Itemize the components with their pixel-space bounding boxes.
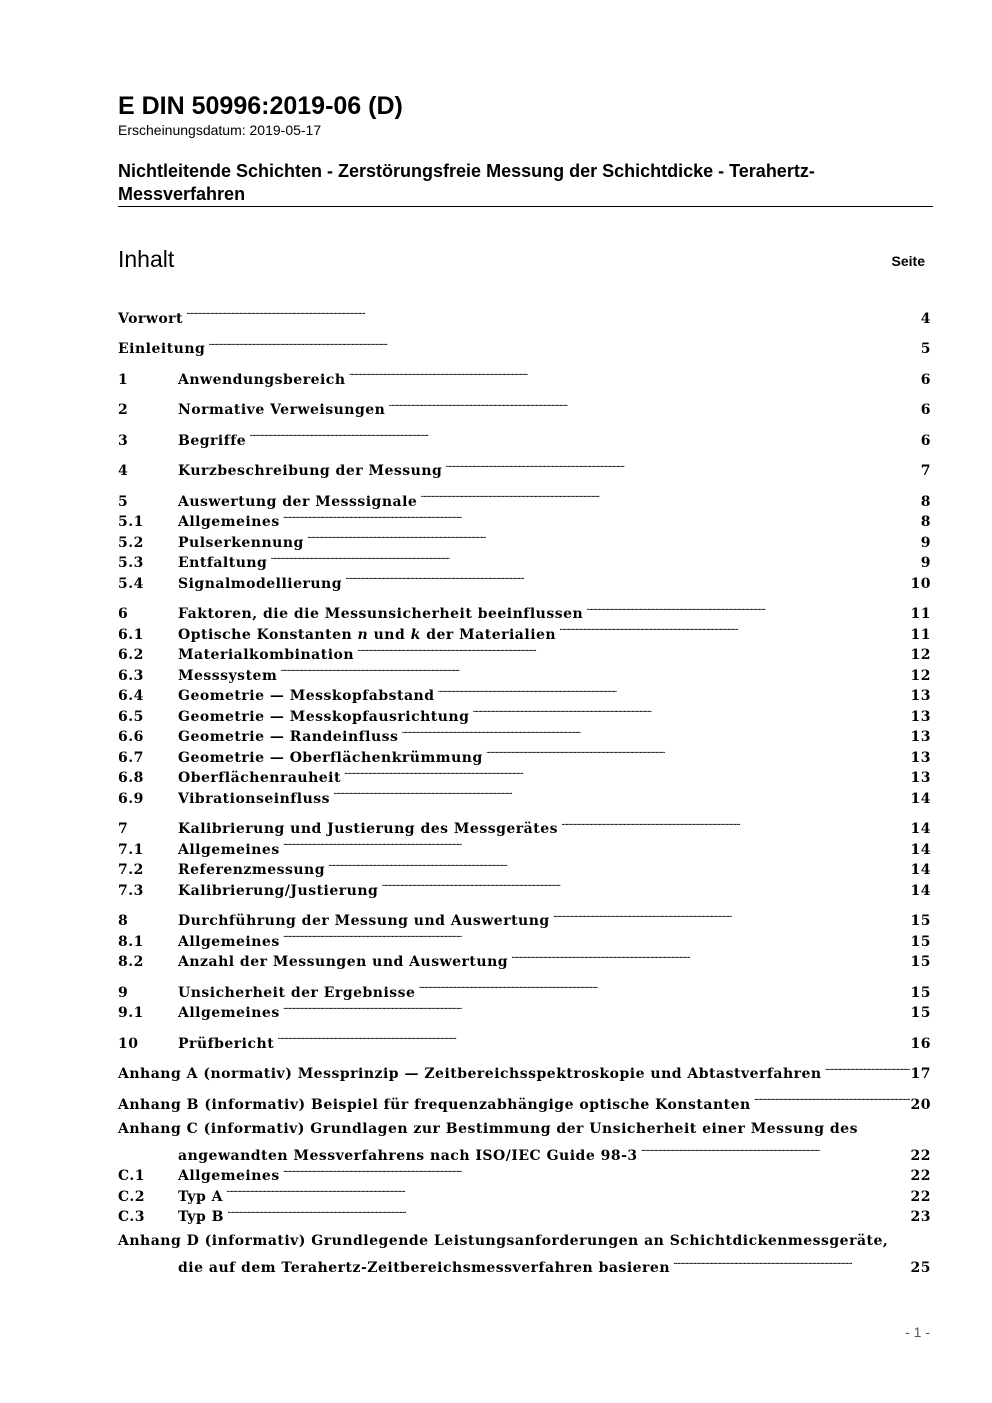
toc-dot-leader (418, 976, 909, 997)
toc-entry-number: 6.7 (118, 749, 144, 766)
toc-entry-number: 5.4 (118, 575, 144, 592)
toc-entry-number: 6.8 (118, 770, 144, 786)
toc-entry-number: 1 (118, 371, 129, 388)
toc-entry-label: Begriffe (178, 432, 247, 449)
toc-entry-page: 6 (920, 432, 931, 449)
toc-entry-page: 12 (910, 647, 931, 663)
toc-entry-number: 6.1 (118, 626, 144, 643)
toc-entry-number: 3 (118, 432, 129, 449)
toc-entry-page: 15 (910, 954, 931, 970)
toc-dot-leader (333, 782, 909, 803)
toc-entry-page: 12 (910, 667, 931, 684)
toc-dot-leader (553, 905, 910, 926)
toc-entry-label: Oberflächenrauheit (178, 770, 341, 786)
toc-entry-page: 14 (910, 862, 931, 878)
toc-entry-number: C.2 (118, 1188, 146, 1205)
toc-entry-number: 5.2 (118, 534, 144, 551)
toc-entry-label: Signalmodellierung (178, 575, 343, 592)
publication-date: Erscheinungsdatum: 2019-05-17 (118, 122, 322, 138)
toc-dot-leader (349, 363, 920, 384)
toc-dot-leader (186, 302, 920, 323)
toc-entry-page: 14 (910, 790, 931, 807)
toc-dot-leader (283, 925, 910, 946)
toc-dot-leader (227, 1201, 910, 1222)
toc-entry[interactable] (118, 363, 931, 388)
toc-dot-leader (283, 833, 910, 854)
toc-dot-leader (270, 547, 919, 568)
toc-dot-leader (445, 455, 919, 476)
toc-entry[interactable] (118, 976, 931, 1001)
toc-entry-line1[interactable]: Anhang D (informativ) Grundlegende Leistungsanforderungen an Schichtdickenmessgeräte, (118, 1233, 889, 1249)
toc-entry-page: 8 (920, 493, 931, 510)
toc-entry[interactable] (118, 394, 931, 418)
toc-entry[interactable] (118, 1088, 931, 1113)
toc-entry-number: 6.2 (118, 647, 144, 663)
toc-entry-label: Anwendungsbereich (178, 371, 346, 388)
toc-entry[interactable] (118, 1139, 931, 1164)
toc-dot-leader (401, 721, 909, 742)
toc-entry[interactable] (118, 1027, 931, 1052)
toc-entry-page: 22 (910, 1168, 931, 1184)
toc-entry-page: 13 (910, 749, 931, 766)
toc-entry-label: Anhang A (normativ) Messprinzip — Zeitbereichsspektroskopie und Abtastverfahren (118, 1066, 822, 1082)
toc-entry-label: Allgemeines (178, 514, 280, 530)
toc-entry-page: 17 (910, 1066, 931, 1082)
toc-entry-label: Geometrie — Oberflächenkrümmung (178, 749, 483, 766)
toc-entry-label: Geometrie — Randeinfluss (178, 729, 399, 745)
toc-entry[interactable] (118, 455, 931, 479)
toc-entry[interactable] (118, 813, 931, 837)
toc-dot-leader (277, 1027, 909, 1048)
toc-dot-leader (586, 598, 909, 619)
toc-entry-label: Auswertung der Messsignale (178, 493, 418, 510)
toc-entry-number: 4 (118, 463, 129, 479)
toc-dot-leader (345, 567, 909, 588)
toc-dot-leader (283, 1160, 910, 1181)
toc-entry-label: Vibrationseinfluss (178, 790, 331, 807)
toc-entry-number: 7.1 (118, 841, 144, 858)
toc-dot-leader (283, 997, 910, 1018)
toc-entry-label: Einleitung (118, 341, 206, 357)
toc-entry-label: Materialkombination (178, 647, 355, 663)
toc-entry-page: 15 (910, 913, 931, 929)
toc-entry-number: 10 (118, 1035, 139, 1052)
toc-entry-page: 15 (910, 933, 931, 950)
toc-entry-number: 6.9 (118, 790, 144, 807)
toc-entry-label: Typ A (178, 1188, 224, 1205)
toc-entry-label: Geometrie — Messkopfausrichtung (178, 708, 470, 725)
toc-entry-page: 20 (910, 1096, 931, 1113)
toc-entry-label: Entfaltung (178, 555, 268, 571)
toc-entry-label: Geometrie — Messkopfabstand (178, 688, 435, 704)
toc-entry-number: 6.4 (118, 688, 144, 704)
toc-entry-number: 5.1 (118, 514, 144, 530)
toc-entry-label: Allgemeines (178, 1168, 280, 1184)
toc-entry-number: 6.6 (118, 729, 144, 745)
toc-entry-page: 15 (910, 984, 931, 1001)
toc-dot-leader (357, 639, 909, 660)
toc-entry-label: Referenzmessung (178, 862, 326, 878)
toc-entry-page: 25 (910, 1260, 931, 1276)
toc-entry-label: Faktoren, die die Messunsicherheit beeinflussen (178, 606, 584, 622)
toc-entry-label: Kalibrierung und Justierung des Messgerätes (178, 821, 558, 837)
toc-dot-leader (344, 762, 910, 783)
toc-dot-leader (673, 1252, 910, 1273)
toc-entry-number: 9.1 (118, 1005, 144, 1021)
toc-entry-number: 8 (118, 913, 129, 929)
toc-dot-leader (559, 618, 909, 639)
toc-entry-label: Kalibrierung/Justierung (178, 882, 379, 899)
toc-entry-page: 6 (920, 402, 931, 418)
toc-entry-label: Anhang B (informativ) Beispiel für frequenzabhängige optische Konstanten (118, 1096, 751, 1113)
toc-dot-leader (208, 333, 919, 354)
toc-entry-number: 9 (118, 984, 129, 1001)
toc-entry-label: die auf dem Terahertz-Zeitbereichsmessverfahren basieren (178, 1260, 671, 1276)
toc-entry[interactable] (118, 1252, 931, 1276)
toc-entry-label: Anzahl der Messungen und Auswertung (178, 954, 509, 970)
toc-dot-leader (381, 874, 909, 895)
toc-entry-page: 14 (910, 841, 931, 858)
toc-entry-number: 8.1 (118, 933, 144, 950)
toc-entry-page: 5 (920, 341, 931, 357)
toc-entry-label: Unsicherheit der Ergebnisse (178, 984, 416, 1001)
toc-dot-leader (438, 680, 910, 701)
toc-entry[interactable] (118, 905, 931, 929)
toc-entry-page: 9 (920, 534, 931, 551)
toc-dot-leader (420, 485, 919, 506)
toc-entry[interactable] (118, 1180, 931, 1205)
toc-entry-label: Pulserkennung (178, 534, 304, 551)
toc-entry-number: 6 (118, 606, 129, 622)
toc-page-column-label: Seite (891, 253, 925, 269)
toc-entry-page: 11 (910, 606, 931, 622)
table-of-contents (118, 302, 931, 1276)
document-title: Nichtleitende Schichten - Zerstörungsfreie Messung der Schichtdicke - Terahertz-Messverfahren (118, 161, 815, 204)
toc-dot-leader (486, 741, 910, 762)
toc-entry[interactable] (118, 1201, 931, 1225)
toc-entry-label: Messsystem (178, 667, 278, 684)
page-number: - 1 - (905, 1324, 930, 1340)
toc-entry-line1[interactable]: Anhang C (informativ) Grundlagen zur Bestimmung der Unsicherheit einer Messung des (118, 1120, 858, 1137)
toc-dot-leader (388, 394, 919, 415)
toc-entry-number: 5 (118, 493, 129, 510)
toc-dot-leader (825, 1058, 910, 1079)
toc-entry-page: 13 (910, 729, 931, 745)
toc-entry-number: C.3 (118, 1209, 146, 1225)
toc-entry-page: 15 (910, 1005, 931, 1021)
toc-dot-leader (307, 526, 920, 547)
toc-entry[interactable] (118, 333, 931, 357)
toc-entry-page: 13 (910, 770, 931, 786)
toc-entry[interactable] (118, 302, 931, 327)
toc-dot-leader (511, 946, 909, 967)
toc-dot-leader (641, 1139, 910, 1160)
title-divider (118, 206, 933, 207)
toc-entry-page: 14 (910, 882, 931, 899)
toc-entry-number: 6.3 (118, 667, 144, 684)
toc-entry[interactable] (118, 1058, 931, 1082)
toc-entry-number: 6.5 (118, 708, 144, 725)
toc-entry-label: Kurzbeschreibung der Messung (178, 463, 443, 479)
toc-dot-leader (754, 1088, 910, 1109)
toc-entry-number: 7 (118, 821, 129, 837)
toc-heading: Inhalt (118, 246, 175, 272)
toc-entry-page: 16 (910, 1035, 931, 1052)
toc-entry-label: Vorwort (118, 310, 184, 327)
toc-entry-page: 7 (920, 463, 931, 479)
toc-dot-leader (561, 813, 910, 834)
toc-entry-page: 4 (920, 310, 931, 327)
toc-entry-number: 7.2 (118, 862, 144, 878)
toc-entry-number: C.1 (118, 1168, 146, 1184)
toc-dot-leader (249, 424, 920, 445)
toc-entry[interactable] (118, 485, 931, 510)
toc-dot-leader (472, 700, 909, 721)
toc-entry-page: 9 (920, 555, 931, 571)
toc-entry-page: 11 (910, 626, 931, 643)
toc-entry-page: 22 (910, 1147, 931, 1164)
toc-entry-page: 23 (910, 1209, 931, 1225)
toc-dot-leader (226, 1180, 909, 1201)
toc-entry-label: Normative Verweisungen (178, 402, 386, 418)
toc-entry-label: Typ B (178, 1209, 225, 1225)
toc-entry[interactable] (118, 598, 931, 622)
toc-entry-page: 14 (910, 821, 931, 837)
toc-dot-leader (328, 854, 910, 875)
toc-dot-leader (283, 506, 920, 527)
toc-entry-label: Allgemeines (178, 933, 280, 950)
toc-entry-label: angewandten Messverfahrens nach ISO/IEC Guide 98-3 (178, 1147, 638, 1164)
toc-entry[interactable] (118, 424, 931, 449)
toc-dot-leader (280, 659, 909, 680)
toc-entry-page: 22 (910, 1188, 931, 1205)
toc-entry-page: 13 (910, 708, 931, 725)
toc-entry-page: 13 (910, 688, 931, 704)
toc-entry-number: 7.3 (118, 882, 144, 899)
toc-entry-number: 2 (118, 402, 129, 418)
toc-entry-number: 8.2 (118, 954, 144, 970)
toc-entry-page: 8 (920, 514, 931, 530)
toc-entry-label: Allgemeines (178, 841, 280, 858)
toc-entry-label: Durchführung der Messung und Auswertung (178, 913, 550, 929)
toc-entry-page: 10 (910, 575, 931, 592)
document-id: E DIN 50996:2019-06 (D) (118, 92, 403, 120)
toc-entry-label: Allgemeines (178, 1005, 280, 1021)
toc-entry-label: Prüfbericht (178, 1035, 275, 1052)
toc-entry-label: Optische Konstanten n und k der Materialien (178, 626, 557, 643)
toc-entry-number: 5.3 (118, 555, 144, 571)
toc-entry-page: 6 (920, 371, 931, 388)
